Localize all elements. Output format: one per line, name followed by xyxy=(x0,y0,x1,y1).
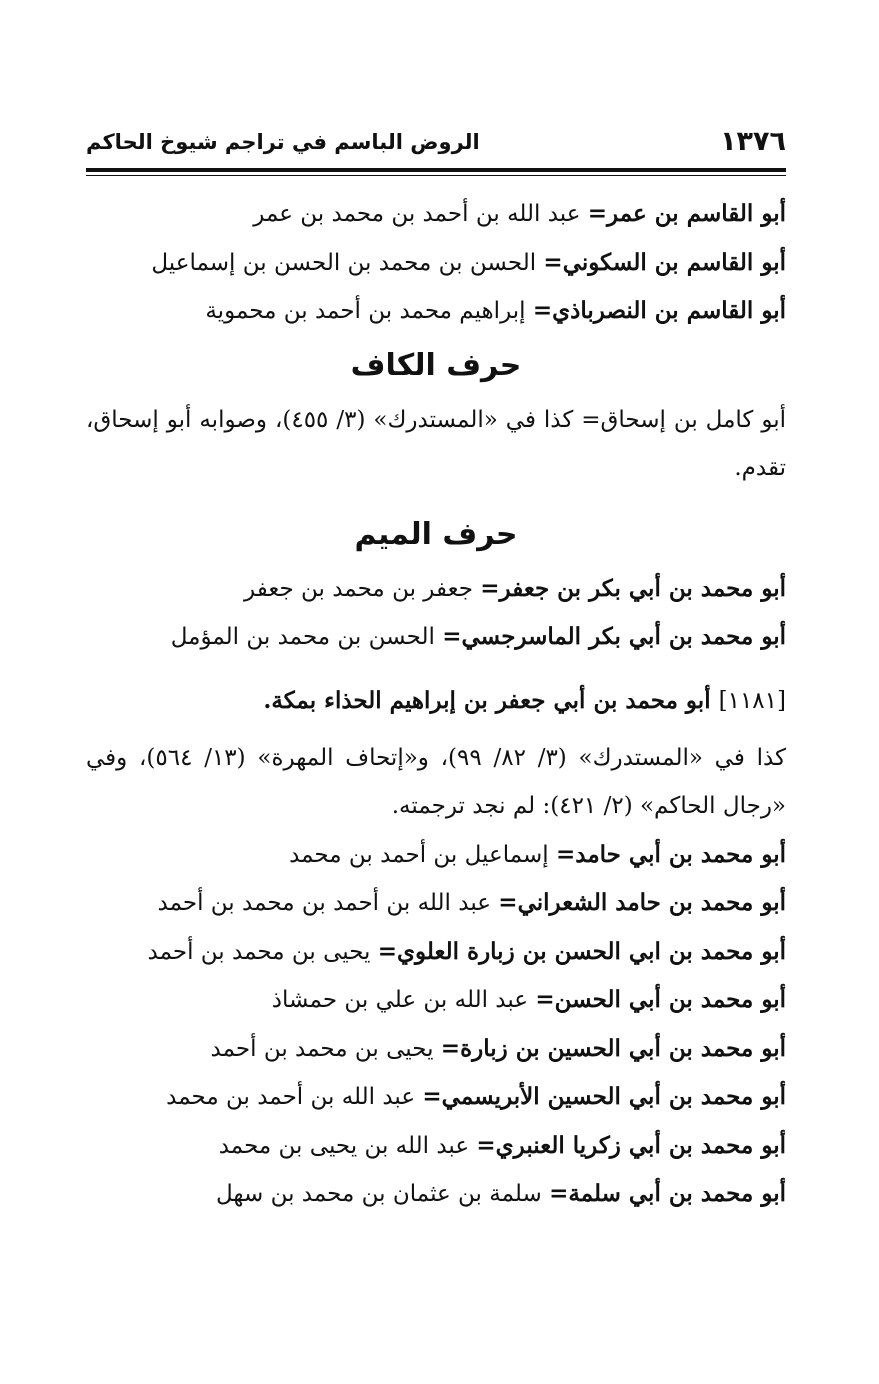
entry-row xyxy=(86,239,786,288)
entry-name: سلمة بن عثمان بن محمد بن سهل xyxy=(215,1181,550,1207)
entry-row xyxy=(86,1170,786,1219)
running-title: الروض الباسم في تراجم شيوخ الحاكم xyxy=(86,130,480,154)
entry-row xyxy=(86,976,786,1025)
entry-name: عبد الله بن أحمد بن محمد بن عمر xyxy=(253,201,588,227)
entry-name: عبد الله بن أحمد بن محمد بن أحمد xyxy=(157,890,499,916)
entry-kunya: أبو محمد بن أبي بكر الماسرجسي= xyxy=(442,623,786,650)
entry-row xyxy=(86,1025,786,1074)
entry-kunya: أبو محمد بن أبي الحسين بن زبارة= xyxy=(440,1034,786,1062)
entry-row xyxy=(86,613,786,662)
biography-heading-1181 xyxy=(86,676,786,726)
biography-note: كذا في «المستدرك» (٣/ ٨٢/ ٩٩)، و«إتحاف المهرة» (١٣/ ٥٦٤)، وفي «رجال الحاكم» (٢/ ٤٢١): لم نجد ترجمته. xyxy=(86,744,786,819)
section-heading-mim: حرف الميم xyxy=(354,516,518,552)
entry-name: جعفر بن محمد بن جعفر xyxy=(244,575,481,602)
entry-kunya: أبو محمد بن أبي بكر بن جعفر= xyxy=(480,574,786,602)
entry-kunya: أبو محمد بن أبي الحسن= xyxy=(535,986,786,1013)
header-rule-thin xyxy=(86,175,786,176)
spacer xyxy=(86,662,786,676)
entry-name: عبد الله بن يحيى بن محمد xyxy=(218,1132,477,1159)
biography-title: أبو محمد بن أبي جعفر بن إبراهيم الحذاء بمكة. xyxy=(263,686,719,714)
entry-name: إسماعيل بن أحمد بن محمد xyxy=(289,841,556,868)
entry-kunya: أبو محمد بن ابي الحسن بن زبارة العلوي= xyxy=(377,937,786,965)
entry-kunya: أبو محمد بن أبي سلمة= xyxy=(549,1180,786,1207)
header-rule-thick xyxy=(86,168,786,172)
entry-kunya: أبو محمد بن أبي الحسين الأبريسمي= xyxy=(422,1083,786,1110)
entry-name: الحسن بن محمد بن الحسن بن إسماعيل xyxy=(151,249,544,276)
entry-row xyxy=(86,831,786,880)
page-header xyxy=(86,126,786,162)
biography-number: [١١٨١] xyxy=(718,687,786,714)
entry-name: إبراهيم محمد بن أحمد بن محموية xyxy=(205,298,533,324)
entry-kunya: أبو محمد بن أبي حامد= xyxy=(556,840,786,868)
entry-row xyxy=(86,190,786,239)
entry-name: عبد الله بن علي بن حمشاذ xyxy=(271,987,536,1013)
entry-row xyxy=(86,1073,786,1122)
entry-row xyxy=(86,928,786,977)
entry-row xyxy=(86,565,786,614)
entry-kunya: أبو القاسم بن عمر= xyxy=(587,200,786,227)
kaf-entry-paragraph: أبو كامل بن إسحاق= كذا في «المستدرك» (٣/ ٤٥٥)، وصوابه أبو إسحاق، تقدم. xyxy=(86,406,786,481)
entry-name: عبد الله بن أحمد بن محمد xyxy=(166,1084,423,1110)
entry-name: يحيى بن محمد بن أحمد xyxy=(147,938,378,965)
page-body xyxy=(86,190,786,1219)
spacer xyxy=(86,726,786,734)
entry-kunya: أبو القاسم بن النصرباذي= xyxy=(532,297,786,324)
entry-row xyxy=(86,879,786,928)
entry-row xyxy=(86,287,786,336)
entry-name: يحيى بن محمد بن أحمد xyxy=(210,1035,441,1062)
entry-row xyxy=(86,1122,786,1171)
entry-name: الحسن بن محمد بن المؤمل xyxy=(170,624,443,650)
section-heading-kaf: حرف الكاف xyxy=(350,347,522,383)
entry-kunya: أبو محمد بن أبي زكريا العنبري= xyxy=(476,1131,786,1159)
page-number: ١٣٧٦ xyxy=(720,126,786,157)
entry-kunya: أبو محمد بن حامد الشعراني= xyxy=(498,889,786,916)
entry-kunya: أبو القاسم بن السكوني= xyxy=(543,248,786,276)
